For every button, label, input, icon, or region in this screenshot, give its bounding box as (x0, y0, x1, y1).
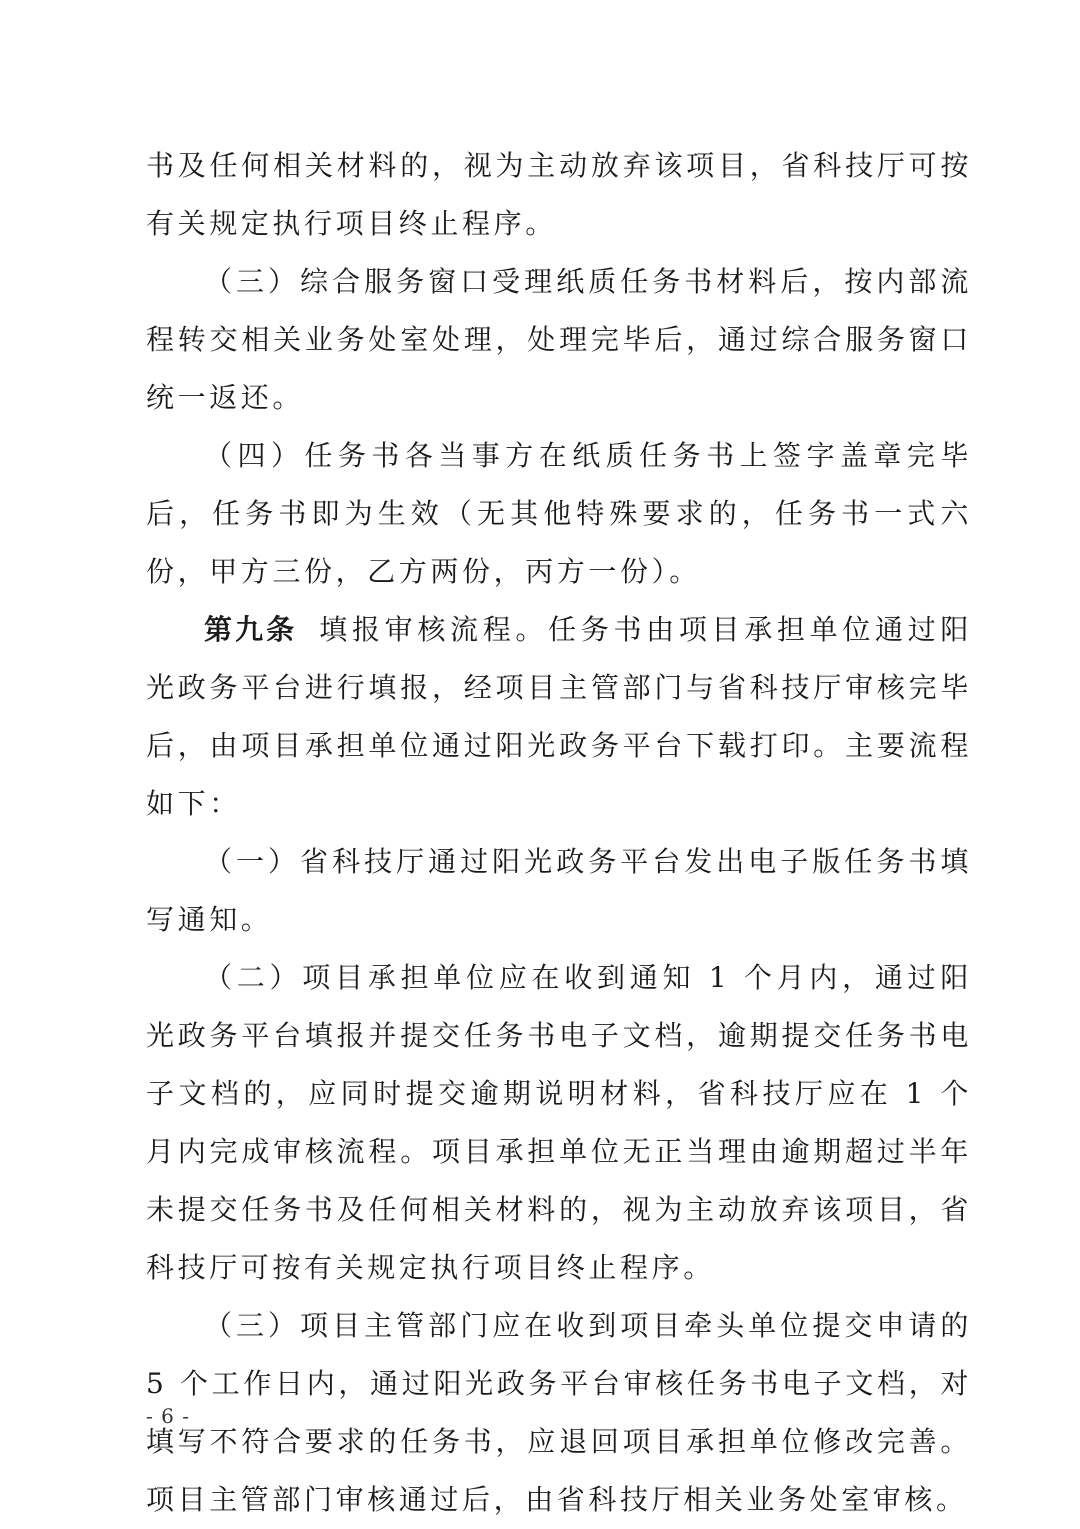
paragraph-item-3-window: （三）综合服务窗口受理纸质任务书材料后，按内部流程转交相关业务处室处理，处理完毕后，通过综合服务窗口统一返还。 (146, 265, 972, 414)
page-number: - 6 - (146, 1404, 190, 1428)
document-body (146, 137, 972, 1529)
paragraph-article-9: 第九条 填报审核流程。任务书由项目承担单位通过阳光政务平台进行填报，经项目主管部门与省科技厅审核完毕后，由项目承担单位通过阳光政务平台下载打印。主要流程如下： (146, 613, 972, 820)
paragraph-continuation: 书及任何相关材料的，视为主动放弃该项目，省科技厅可按有关规定执行项目终止程序。 (146, 149, 972, 240)
paragraph-item-2-submit: （二）项目承担单位应在收到通知 1 个月内，通过阳光政务平台填报并提交任务书电子文档，逾期提交任务书电子文档的，应同时提交逾期说明材料，省科技厅应在 1 个月内完成审核流程。项目承担单位无正当理由逾期超过半年未提交任务书及任何相关材料的，视为主动放弃该项目，省科技厅可按有关规定执行项目终止程序。 (146, 961, 972, 1284)
article-heading: 第九条 (204, 613, 298, 646)
paragraph-item-3-review: （三）项目主管部门应在收到项目牵头单位提交申请的 5 个工作日内，通过阳光政务平台审核任务书电子文档，对填写不符合要求的任务书，应退回项目承担单位修改完善。项目主管部门审核通过后，由省科技厅相关业务处室审核。 (146, 1309, 972, 1516)
paragraph-item-4-effective: （四）任务书各当事方在纸质任务书上签字盖章完毕后，任务书即为生效（无其他特殊要求的，任务书一式六份，甲方三份，乙方两份，丙方一份）。 (146, 439, 972, 588)
paragraph-item-1-notice: （一）省科技厅通过阳光政务平台发出电子版任务书填写通知。 (146, 845, 972, 936)
